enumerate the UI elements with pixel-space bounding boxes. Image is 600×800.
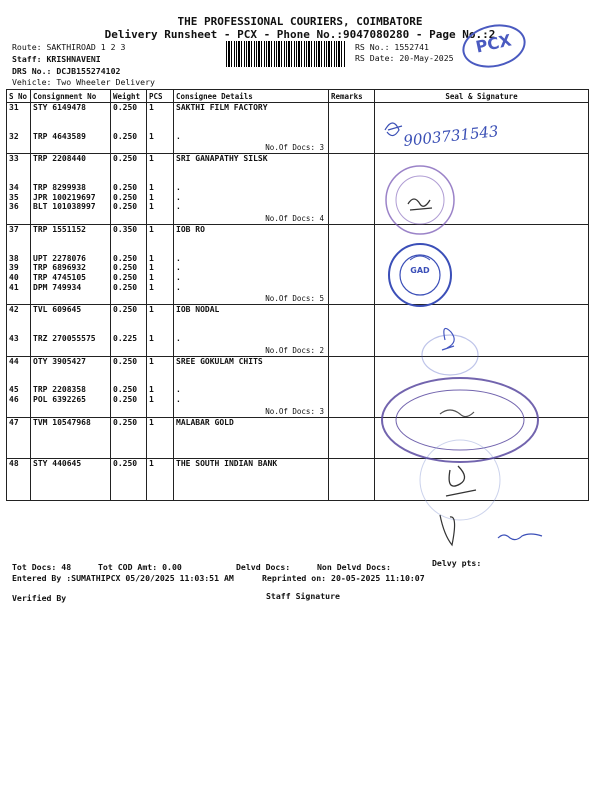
blank-line [9, 315, 28, 325]
serial-number-cell [7, 154, 31, 225]
blank-line [9, 437, 28, 447]
weight-cell [111, 103, 147, 154]
pieces: 1 [149, 154, 154, 164]
pieces: 1 [149, 224, 154, 234]
handwritten-phone: 9003731543 [402, 122, 500, 150]
blank-line [33, 174, 108, 184]
bank-seal [389, 244, 451, 306]
pieces: 1 [149, 356, 154, 366]
consignee-cell [174, 154, 329, 225]
consignment-number-cell [31, 103, 111, 154]
serial-number: 37 [9, 224, 19, 234]
blank-line [33, 164, 108, 174]
consignment-number: POL 6392265 [33, 394, 86, 404]
pcx-stamp: PCX [458, 19, 529, 73]
blank-line [149, 479, 171, 489]
line-dot: . [176, 131, 181, 141]
line-dot: . [176, 192, 181, 202]
blank-line [149, 244, 171, 254]
col-sno: S No [7, 90, 31, 103]
line-dot: . [176, 263, 181, 273]
blank-line [113, 122, 144, 132]
serial-number: 42 [9, 305, 19, 315]
line-dot: . [176, 253, 181, 263]
blank-line [9, 324, 28, 334]
weight-cell [111, 459, 147, 501]
consignment-number-cell [31, 224, 111, 304]
verified-by: Verified By [12, 593, 67, 603]
consignment-number: OTY 3905427 [33, 356, 86, 366]
reprinted-on: Reprinted on: 20-05-2025 11:10:07 [262, 573, 425, 583]
serial-number: 40 [9, 272, 19, 282]
blank-line [9, 469, 28, 479]
consignment-number: BLT 101038997 [33, 202, 96, 212]
consignee-name: SRI GANAPATHY SILSK [176, 154, 268, 164]
pieces: 1 [149, 305, 154, 315]
blank-line [33, 366, 108, 376]
blank-line [33, 437, 108, 447]
remarks-cell [329, 356, 375, 417]
blank-line [113, 315, 144, 325]
delivery-points: Delvy pts: [432, 558, 482, 568]
pieces: 1 [149, 394, 154, 404]
docs-count: No.Of Docs: 3 [265, 406, 324, 416]
blank-line [9, 479, 28, 489]
blank-line [176, 113, 326, 123]
consignment-number-cell [31, 459, 111, 501]
weight: 0.250 [113, 272, 138, 282]
line-dot: . [176, 394, 181, 404]
blank-line [176, 437, 326, 447]
document-subtitle: Delivery Runsheet - PCX - Phone No.:9047080280 - Page No.:2 [104, 28, 496, 41]
blank-line [9, 366, 28, 376]
consignment-number: DPM 749934 [33, 282, 82, 292]
consignment-number: TRP 6896932 [33, 263, 86, 273]
blank-line [9, 427, 28, 437]
blank-line [33, 122, 108, 132]
consignment-number: STY 440645 [33, 459, 82, 469]
table-header-row [7, 90, 589, 103]
blank-line [9, 244, 28, 254]
serial-number-cell [7, 103, 31, 154]
remarks-cell [329, 459, 375, 501]
blank-line [149, 324, 171, 334]
consignment-number-cell [31, 305, 111, 356]
consignment-number: UPT 2278076 [33, 253, 86, 263]
blank-line [113, 235, 144, 245]
pieces-cell [147, 459, 174, 501]
serial-number: 34 [9, 183, 19, 193]
blank-line [176, 376, 326, 386]
pieces: 1 [149, 333, 154, 343]
remarks-cell [329, 417, 375, 459]
serial-number: 48 [9, 459, 19, 469]
blank-line [9, 376, 28, 386]
blank-line [149, 427, 171, 437]
blank-line [149, 437, 171, 447]
blank-line [113, 427, 144, 437]
col-pcs: PCS [147, 90, 174, 103]
blank-line [9, 122, 28, 132]
serial-number: 35 [9, 192, 19, 202]
pieces: 1 [149, 253, 154, 263]
blank-line [113, 479, 144, 489]
serial-number: 41 [9, 282, 19, 292]
serial-number: 32 [9, 131, 19, 141]
vehicle-label: Vehicle: Two Wheeler Delivery [12, 77, 155, 87]
consignment-number-cell [31, 154, 111, 225]
consignee-name: IOB RO [176, 224, 205, 234]
serial-number: 36 [9, 202, 19, 212]
serial-number: 33 [9, 154, 19, 164]
serial-number-cell [7, 356, 31, 417]
blank-line [149, 235, 171, 245]
blank-line [33, 244, 108, 254]
consignee-cell [174, 459, 329, 501]
docs-count: No.Of Docs: 3 [265, 143, 324, 153]
line-dot: . [176, 202, 181, 212]
line-dot: . [176, 183, 181, 193]
weight: 0.250 [113, 154, 138, 164]
total-docs: Tot Docs: 48 [12, 562, 72, 572]
weight: 0.250 [113, 356, 138, 366]
weight: 0.250 [113, 103, 138, 112]
docs-count: No.Of Docs: 2 [265, 345, 324, 355]
weight: 0.250 [113, 417, 138, 427]
pieces: 1 [149, 272, 154, 282]
pieces-cell [147, 305, 174, 356]
blank-line [113, 376, 144, 386]
blank-line [33, 427, 108, 437]
weight: 0.250 [113, 131, 138, 141]
serial-number: 46 [9, 394, 19, 404]
pieces: 1 [149, 263, 154, 273]
weight-cell [111, 154, 147, 225]
serial-number-cell [7, 459, 31, 501]
consignment-number: TRZ 270055575 [33, 333, 96, 343]
remarks-cell [329, 103, 375, 154]
consignment-number: TRP 2208358 [33, 385, 86, 395]
pieces-cell [147, 224, 174, 304]
consignee-cell [174, 305, 329, 356]
weight-cell [111, 417, 147, 459]
weight-cell [111, 224, 147, 304]
weight: 0.250 [113, 385, 138, 395]
blank-line [9, 113, 28, 123]
col-consignment: Consignment No [31, 90, 111, 103]
round-stamp-purple [386, 166, 454, 234]
document-title: THE PROFESSIONAL COURIERS, COIMBATORE [177, 15, 423, 28]
col-weight: Weight [111, 90, 147, 103]
serial-number: 44 [9, 356, 19, 366]
blank-line [176, 244, 326, 254]
rs-date: RS Date: 20-May-2025 [355, 53, 454, 63]
staff-signature: Staff Signature [266, 591, 340, 601]
blank-line [113, 324, 144, 334]
consignee-cell [174, 103, 329, 154]
rs-number: RS No.: 1552741 [355, 42, 429, 52]
weight: 0.250 [113, 282, 138, 292]
svg-text:GAD: GAD [410, 266, 430, 275]
pieces: 1 [149, 385, 154, 395]
blank-line [176, 469, 326, 479]
consignee-cell [174, 356, 329, 417]
blank-line [33, 376, 108, 386]
blank-line [176, 164, 326, 174]
serial-number-cell [7, 305, 31, 356]
blank-line [33, 469, 108, 479]
blank-line [9, 164, 28, 174]
weight: 0.250 [113, 253, 138, 263]
consignee-cell [174, 224, 329, 304]
delivered-docs: Delvd Docs: [236, 562, 291, 572]
consignee-name: SREE GOKULAM CHITS [176, 356, 263, 366]
route-label: Route: SAKTHIROAD 1 2 3 [12, 42, 126, 52]
blank-line [113, 113, 144, 123]
blank-line [149, 113, 171, 123]
blank-line [33, 479, 108, 489]
col-remarks: Remarks [329, 90, 375, 103]
drs-number: DRS No.: DCJB155274102 [12, 66, 121, 76]
consignment-number: TRP 2208440 [33, 154, 86, 164]
line-dot: . [176, 282, 181, 292]
remarks-cell [329, 154, 375, 225]
serial-number-cell [7, 224, 31, 304]
handwritten-signature-3 [420, 440, 500, 520]
blank-line [113, 437, 144, 447]
blank-line [9, 174, 28, 184]
blank-line [149, 366, 171, 376]
consignment-number-cell [31, 356, 111, 417]
consignment-number: STY 6149478 [33, 103, 86, 112]
staff-label: Staff: KRISHNAVENI [12, 54, 101, 64]
remarks-cell [329, 224, 375, 304]
handwritten-signature-1 [385, 123, 402, 136]
blank-line [149, 469, 171, 479]
pieces-cell [147, 417, 174, 459]
weight-cell [111, 356, 147, 417]
blank-line [176, 315, 326, 325]
pieces: 1 [149, 183, 154, 193]
weight: 0.250 [113, 183, 138, 193]
blank-line [176, 324, 326, 334]
weight: 0.350 [113, 224, 138, 234]
weight: 0.250 [113, 459, 138, 469]
consignee-cell [174, 417, 329, 459]
serial-number-cell [7, 417, 31, 459]
remarks-cell [329, 305, 375, 356]
blank-line [33, 324, 108, 334]
blank-line [33, 113, 108, 123]
consignment-number: TVM 10547968 [33, 417, 91, 427]
barcode [226, 41, 346, 67]
consignment-number-cell [31, 417, 111, 459]
line-dot: . [176, 272, 181, 282]
pieces: 1 [149, 131, 154, 141]
pieces-cell [147, 154, 174, 225]
pieces: 1 [149, 202, 154, 212]
total-cod: Tot COD Amt: 0.00 [98, 562, 182, 572]
serial-number: 43 [9, 333, 19, 343]
consignee-name: IOB NODAL [176, 305, 220, 315]
serial-number: 31 [9, 103, 19, 112]
pieces-cell [147, 356, 174, 417]
consignment-number: TRP 4643589 [33, 131, 86, 141]
entered-by: Entered By :SUMATHIPCX 05/20/2025 11:03:51 AM [12, 573, 234, 583]
blank-line [149, 315, 171, 325]
serial-number: 45 [9, 385, 19, 395]
blank-line [113, 174, 144, 184]
blank-line [9, 235, 28, 245]
pieces: 1 [149, 192, 154, 202]
consignment-number: JPR 100219697 [33, 192, 96, 202]
pieces: 1 [149, 459, 154, 469]
pieces: 1 [149, 103, 154, 112]
blank-line [113, 469, 144, 479]
blank-line [176, 235, 326, 245]
consignment-number: TRP 1551152 [33, 224, 86, 234]
col-seal: Seal & Signature [375, 90, 589, 103]
weight-cell [111, 305, 147, 356]
oval-finance-stamp [382, 378, 538, 462]
serial-number: 38 [9, 253, 19, 263]
handwritten-signature-2 [422, 328, 478, 375]
serial-number: 47 [9, 417, 19, 427]
line-dot: . [176, 385, 181, 395]
blank-line [176, 122, 326, 132]
weight: 0.250 [113, 305, 138, 315]
seal-signature-art [380, 110, 590, 590]
blank-line [149, 174, 171, 184]
blank-line [113, 366, 144, 376]
weight: 0.250 [113, 394, 138, 404]
docs-count: No.Of Docs: 4 [265, 213, 324, 223]
consignment-number: TRP 4745105 [33, 272, 86, 282]
pieces-cell [147, 103, 174, 154]
col-consignee: Consignee Details [174, 90, 329, 103]
blank-line [176, 174, 326, 184]
weight: 0.250 [113, 202, 138, 212]
blank-line [149, 122, 171, 132]
weight: 0.225 [113, 333, 138, 343]
consignee-name: SAKTHI FILM FACTORY [176, 103, 268, 112]
docs-count: No.Of Docs: 5 [265, 294, 324, 304]
consignee-name: MALABAR GOLD [176, 417, 234, 427]
line-dot: . [176, 333, 181, 343]
consignment-number: TRP 8299938 [33, 183, 86, 193]
consignee-name: THE SOUTH INDIAN BANK [176, 459, 278, 469]
pieces: 1 [149, 282, 154, 292]
blank-line [113, 164, 144, 174]
weight: 0.250 [113, 192, 138, 202]
blank-line [33, 315, 108, 325]
blank-line [176, 427, 326, 437]
non-delivered-docs: Non Delvd Docs: [317, 562, 391, 572]
blank-line [176, 366, 326, 376]
pieces: 1 [149, 417, 154, 427]
consignment-number: TVL 609645 [33, 305, 82, 315]
weight: 0.250 [113, 263, 138, 273]
blank-line [149, 164, 171, 174]
blank-line [113, 244, 144, 254]
blank-line [176, 479, 326, 489]
blank-line [149, 376, 171, 386]
blank-line [33, 235, 108, 245]
serial-number: 39 [9, 263, 19, 273]
